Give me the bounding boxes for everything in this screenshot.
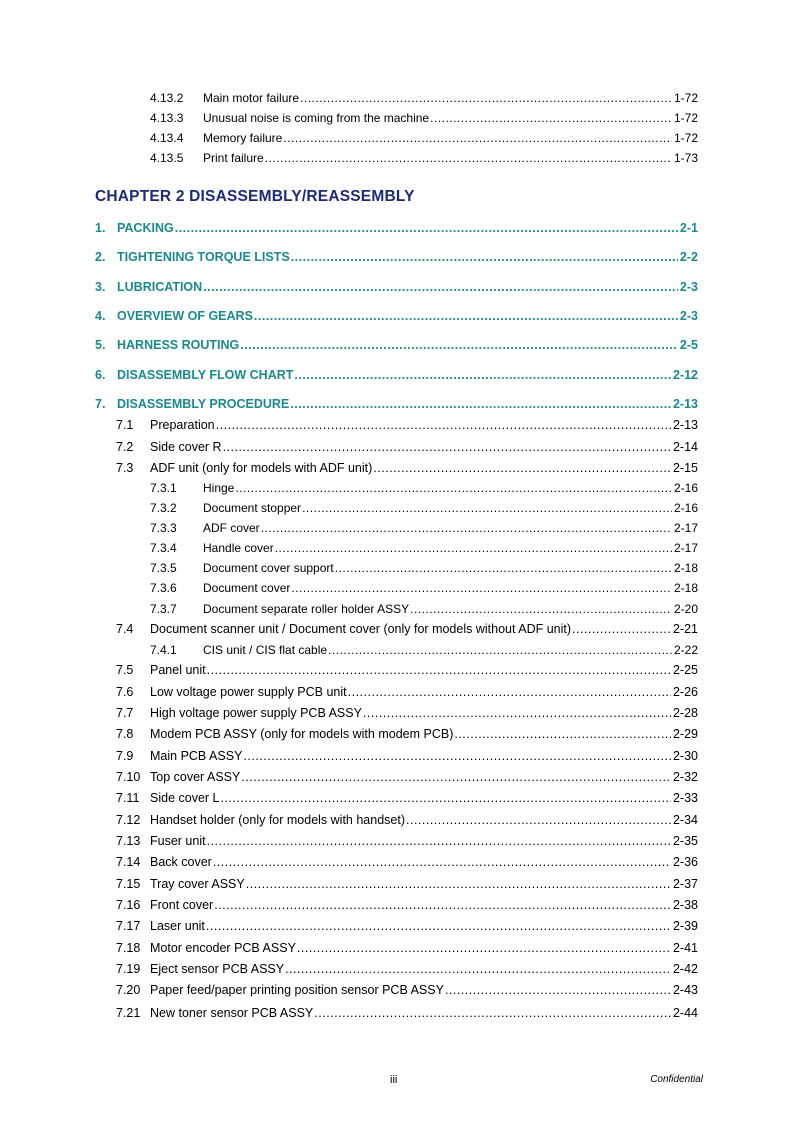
toc-entry-number: 4. [95,309,106,323]
toc-entry-number: 7.3.2 [150,501,177,515]
toc-entry [150,111,698,125]
toc-entry-page: 2-18 [673,581,698,595]
toc-entry-page: 2-42 [672,962,698,976]
toc-entry-number: 7.8 [116,727,134,741]
toc-entry-title: Handset holder (only for models with handset) [150,813,405,827]
toc-entry-number: 7.13 [116,834,141,848]
toc-entry [116,962,698,976]
toc-entry [116,813,698,827]
toc-entry [150,131,698,145]
toc-entry-number: 7. [95,397,106,411]
toc-entry-page: 2-37 [672,877,698,891]
toc-entry-page: 2-43 [672,983,698,997]
toc-entry-page: 2-17 [673,541,698,555]
toc-entry [116,440,698,454]
toc-entry-page: 2-16 [673,481,698,495]
dot-leader [275,541,672,555]
toc-entry-number: 7.7 [116,706,134,720]
toc-entry-number: 3. [95,280,106,294]
dot-leader [214,898,671,912]
toc-entry-page: 2-3 [679,309,698,323]
toc-entry-number: 7.3.3 [150,521,177,535]
toc-entry-page: 2-5 [679,338,698,352]
toc-entry-number: 7.17 [116,919,141,933]
toc-entry-title: DISASSEMBLY FLOW CHART [117,368,294,382]
dot-leader [454,727,671,741]
toc-entry-title: Main motor failure [203,91,300,105]
toc-entry [116,877,698,891]
toc-entry [116,791,698,805]
toc-entry-page: 2-16 [673,501,698,515]
dot-leader [363,706,671,720]
toc-entry-number: 7.1 [116,418,134,432]
toc-entry [95,221,698,235]
toc-entry-page: 2-12 [672,368,698,382]
dot-leader [261,521,672,535]
toc-entry-number: 7.19 [116,962,141,976]
toc-entry-title: ADF cover [203,521,260,535]
toc-entry [116,418,698,432]
toc-entry [116,983,698,997]
dot-leader [216,418,671,432]
toc-entry-page: 2-39 [672,919,698,933]
dot-leader [430,111,672,125]
dot-leader [291,581,672,595]
toc-entry-page: 2-20 [673,602,698,616]
toc-entry-page: 1-73 [673,151,698,165]
toc-entry-page: 1-72 [673,111,698,125]
toc-entry [150,521,698,535]
toc-entry-page: 2-22 [673,643,698,657]
toc-entry [95,397,698,411]
toc-entry-title: Document stopper [203,501,302,515]
toc-entry-title: ADF unit (only for models with ADF unit) [150,461,373,475]
toc-entry-number: 7.20 [116,983,141,997]
toc-entry [116,663,698,677]
toc-entry-number: 7.12 [116,813,141,827]
dot-leader [220,791,670,805]
toc-entry-title: Unusual noise is coming from the machine [203,111,430,125]
toc-entry-number: 7.2 [116,440,134,454]
toc-entry [116,1006,698,1020]
toc-entry-page: 2-41 [672,941,698,955]
toc-entry [116,622,698,636]
dot-leader [328,643,672,657]
toc-entry [116,727,698,741]
toc-entry-number: 7.3.5 [150,561,177,575]
toc-entry-page: 2-29 [672,727,698,741]
toc-entry-title: LUBRICATION [117,280,203,294]
toc-entry [150,602,698,616]
toc-entry-title: Panel unit [150,663,206,677]
toc-entry-title: Back cover [150,855,212,869]
dot-leader [373,461,671,475]
dot-leader [300,91,672,105]
toc-entry [116,834,698,848]
toc-entry [150,91,698,105]
toc-entry-page: 2-3 [679,280,698,294]
toc-entry-title: Side cover R [150,440,222,454]
toc-entry-number: 4.13.5 [150,151,184,165]
toc-entry [150,541,698,555]
dot-leader [302,501,672,515]
toc-entry [116,706,698,720]
dot-leader [241,770,671,784]
dot-leader [410,602,672,616]
dot-leader [335,561,672,575]
toc-entry-page: 2-36 [672,855,698,869]
toc-entry-number: 7.11 [116,791,140,805]
toc-entry-page: 2-18 [673,561,698,575]
toc-entry-title: Side cover L [150,791,220,805]
toc-entry-title: Tray cover ASSY [150,877,245,891]
toc-entry-title: New toner sensor PCB ASSY [150,1006,314,1020]
toc-entry [95,280,698,294]
toc-entry-number: 6. [95,368,106,382]
dot-leader [175,221,678,235]
toc-entry [116,770,698,784]
toc-entry-page: 1-72 [673,131,698,145]
toc-entry-title: Front cover [150,898,214,912]
toc-entry-page: 2-14 [672,440,698,454]
toc-entry-page: 2-21 [672,622,698,636]
dot-leader [243,749,671,763]
toc-entry [95,309,698,323]
toc-entry-title: Print failure [203,151,264,165]
toc-entry-title: Motor encoder PCB ASSY [150,941,296,955]
toc-entry [116,855,698,869]
toc-entry-number: 7.16 [116,898,141,912]
dot-leader [207,663,671,677]
toc-entry-page: 2-28 [672,706,698,720]
toc-entry-number: 7.14 [116,855,141,869]
toc-entry-page: 2-32 [672,770,698,784]
toc-entry-title: CIS unit / CIS flat cable [203,643,328,657]
dot-leader [254,309,678,323]
chapter-heading: CHAPTER 2 DISASSEMBLY/REASSEMBLY [95,188,415,205]
dot-leader [285,962,671,976]
toc-entry-title: HARNESS ROUTING [117,338,240,352]
dot-leader [290,397,671,411]
toc-entry-title: Paper feed/paper printing position sensor PCB ASSY [150,983,444,997]
toc-entry [150,501,698,515]
dot-leader [206,919,671,933]
dot-leader [348,685,671,699]
toc-entry-title: Eject sensor PCB ASSY [150,962,285,976]
toc-entry-number: 7.18 [116,941,141,955]
toc-entry-number: 4.13.3 [150,111,184,125]
toc-entry-number: 5. [95,338,106,352]
toc-entry [116,749,698,763]
toc-entry-number: 7.3.4 [150,541,177,555]
toc-entry-number: 7.15 [116,877,141,891]
toc-entry-title: Document separate roller holder ASSY [203,602,410,616]
toc-entry-page: 1-72 [673,91,698,105]
toc-entry-number: 7.21 [116,1006,141,1020]
toc-entry-page: 2-35 [672,834,698,848]
dot-leader [235,481,672,495]
toc-entry-number: 7.10 [116,770,141,784]
toc-entry-title: Handle cover [203,541,274,555]
toc-entry-title: OVERVIEW OF GEARS [117,309,253,323]
toc-entry [95,250,698,264]
toc-entry [116,919,698,933]
dot-leader [291,250,678,264]
dot-leader [265,151,672,165]
toc-entry [95,368,698,382]
footer-page-number: iii [390,1074,398,1086]
toc-entry [116,941,698,955]
dot-leader [314,1006,671,1020]
dot-leader [406,813,671,827]
toc-entry-page: 2-13 [672,397,698,411]
toc-entry-title: Main PCB ASSY [150,749,243,763]
toc-entry-page: 2-15 [672,461,698,475]
dot-leader [297,941,671,955]
toc-entry [150,481,698,495]
toc-entry [150,151,698,165]
toc-entry-page: 2-34 [672,813,698,827]
toc-entry-page: 2-30 [672,749,698,763]
dot-leader [213,855,671,869]
toc-entry-title: Document cover support [203,561,334,575]
toc-entry-number: 7.4 [116,622,134,636]
toc-entry-number: 7.3 [116,461,134,475]
toc-entry-title: TIGHTENING TORQUE LISTS [117,250,290,264]
toc-entry-title: Preparation [150,418,215,432]
toc-entry-number: 7.3.6 [150,581,177,595]
toc-entry-number: 4.13.2 [150,91,184,105]
dot-leader [572,622,671,636]
toc-entry-page: 2-44 [672,1006,698,1020]
footer-confidential-label: Confidential [650,1074,703,1085]
dot-leader [283,131,672,145]
toc-entry-page: 2-33 [672,791,698,805]
toc-entry-number: 7.3.1 [150,481,177,495]
toc-entry-title: Document scanner unit / Document cover (only for models without ADF unit) [150,622,572,636]
toc-entry-page: 2-13 [672,418,698,432]
dot-leader [240,338,678,352]
toc-entry-page: 2-2 [679,250,698,264]
toc-entry-number: 4.13.4 [150,131,184,145]
dot-leader [246,877,671,891]
toc-entry-title: Low voltage power supply PCB unit [150,685,347,699]
toc-entry [116,898,698,912]
toc-entry-title: Fuser unit [150,834,206,848]
toc-entry [116,461,698,475]
toc-entry [116,685,698,699]
toc-entry [95,338,698,352]
dot-leader [207,834,671,848]
toc-entry-number: 7.3.7 [150,602,177,616]
toc-entry [150,561,698,575]
toc-entry-title: Laser unit [150,919,205,933]
toc-entry-number: 2. [95,250,106,264]
toc-entry-title: Modem PCB ASSY (only for models with modem PCB) [150,727,454,741]
toc-entry-page: 2-26 [672,685,698,699]
toc-entry-page: 2-38 [672,898,698,912]
dot-leader [294,368,671,382]
toc-entry-title: Hinge [203,481,235,495]
toc-entry-title: Document cover [203,581,291,595]
toc-entry-page: 2-17 [673,521,698,535]
toc-entry [150,581,698,595]
toc-entry [150,643,698,657]
toc-entry-title: High voltage power supply PCB ASSY [150,706,362,720]
toc-entry-title: Memory failure [203,131,283,145]
toc-entry-number: 1. [95,221,106,235]
toc-entry-page: 2-1 [679,221,698,235]
dot-leader [203,280,678,294]
toc-entry-number: 7.9 [116,749,134,763]
toc-entry-number: 7.6 [116,685,134,699]
toc-entry-title: DISASSEMBLY PROCEDURE [117,397,290,411]
toc-entry-number: 7.4.1 [150,643,177,657]
toc-entry-number: 7.5 [116,663,134,677]
toc-entry-title: Top cover ASSY [150,770,241,784]
dot-leader [445,983,671,997]
dot-leader [223,440,671,454]
toc-entry-title: PACKING [117,221,174,235]
toc-entry-page: 2-25 [672,663,698,677]
